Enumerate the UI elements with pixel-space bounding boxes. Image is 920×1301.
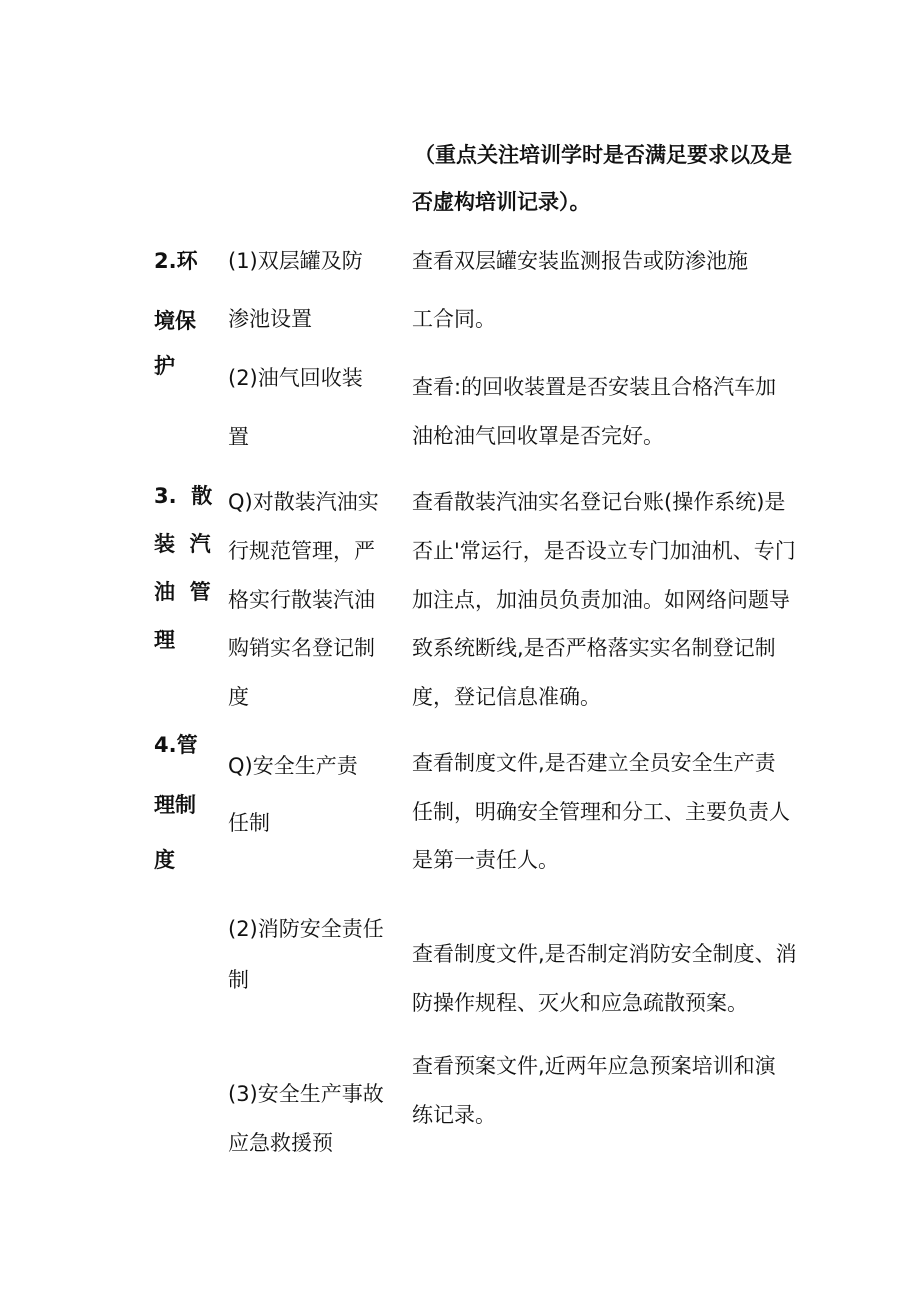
check-text: 防操作规程、灭火和应急疏散预案。 [412,991,748,1015]
check-text: 查看:的回收装置是否安装且合格汽车加 [412,375,777,399]
item-text: 度 [228,685,249,709]
check-text: 查看散装汽油实名登记台账(操作系统)是 [412,490,786,514]
item-text: 购销实名登记制 [228,636,375,660]
item-text: 格实行散装汽油 [228,588,375,612]
item-text: (2)消防安全责任 [228,917,384,941]
check-text: 否止'常运行，是否设立专门加油机、专门 [412,539,796,563]
category-label: 3. 散 [154,484,213,508]
category-label: 装 汽 [154,532,211,556]
category-label: 理制 [154,793,196,817]
item-text: 任制 [228,811,270,835]
item-text: 行规范管理，严 [228,539,375,563]
check-text: 致系统断线,是否严格落实实名制登记制 [412,636,776,660]
category-label: 理 [154,628,175,652]
category-label: 护 [154,354,175,378]
item-text: (1)双层罐及防 [228,249,363,273]
header-note-line-2: 否虚构培训记录）。 [412,190,591,214]
check-text: 查看制度文件,是否制定消防安全制度、消 [412,942,797,966]
item-text: (3)安全生产事故 [228,1082,384,1106]
check-text: 任制，明确安全管理和分工、主要负责人 [412,800,790,824]
category-label: 2.环 [154,249,198,273]
item-text: Q)安全生产责 [228,754,358,778]
check-text: 是第一责任人。 [412,848,559,872]
category-label: 油 管 [154,580,211,604]
item-text: 置 [228,425,249,449]
check-text: 加注点，加油员负责加油。如网络问题导 [412,588,790,612]
check-text: 工合同。 [412,307,496,331]
item-text: 渗池设置 [228,307,312,331]
check-text: 查看双层罐安装监测报告或防渗池施 [412,249,748,273]
check-text: 练记录。 [412,1103,496,1127]
item-text: 应急救援预 [228,1131,333,1155]
check-text: 查看预案文件,近两年应急预案培训和演 [412,1054,776,1078]
header-note-line-1: （重点关注培训学时是否满足要求以及是 [414,143,792,167]
check-text: 油枪油气回收罩是否完好。 [412,424,664,448]
item-text: Q)对散装汽油实 [228,490,379,514]
category-label: 境保 [154,309,196,333]
check-text: 度，登记信息准确。 [412,685,601,709]
check-text: 查看制度文件,是否建立全员安全生产责 [412,751,776,775]
category-label: 4.管 [154,733,198,757]
item-text: 制 [228,968,249,992]
category-label: 度 [154,848,175,872]
item-text: (2)油气回收装 [228,366,363,390]
